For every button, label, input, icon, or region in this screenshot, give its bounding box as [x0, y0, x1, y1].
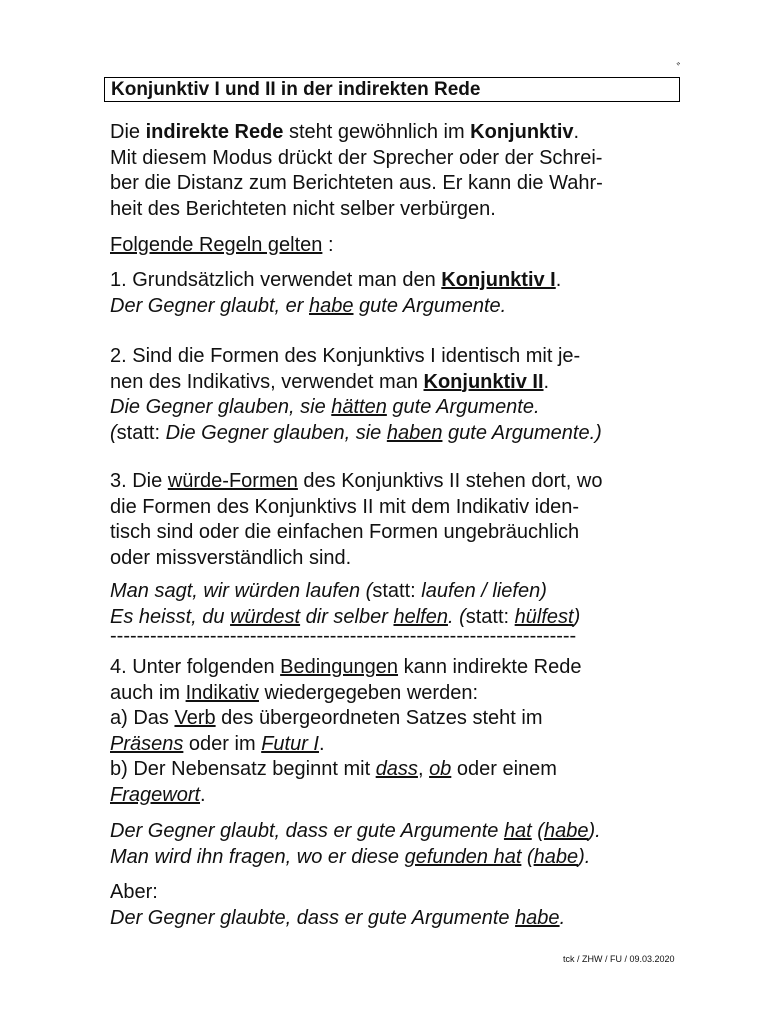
text: . ( — [447, 605, 466, 628]
text: laufen / liefen) — [421, 580, 547, 602]
example-verb: gefunden hat — [404, 845, 522, 868]
text: ( — [521, 845, 534, 868]
text: 1. Grundsätzlich verwendet man den — [110, 269, 442, 291]
term-konjunktiv-2: Konjunktiv II — [423, 370, 544, 393]
separator-line: ---------------------------------------------------------------------- — [110, 626, 577, 646]
text: wiedergegeben werden: — [258, 681, 479, 704]
example-verb: habe — [309, 294, 354, 317]
text: gute Argumente.) — [442, 421, 602, 444]
intro-line-1 — [110, 120, 700, 146]
rule-3-examples — [110, 579, 700, 630]
term-wuerde-formen: würde-Formen — [167, 470, 298, 492]
example-verb: hat — [503, 820, 532, 842]
aber-section — [110, 880, 700, 931]
intro-line-3: ber die Distanz zum Berichteten aus. Er kann die Wahr- — [110, 172, 603, 194]
text: oder im — [183, 732, 262, 755]
example-verb: hülfest — [514, 605, 574, 628]
text: statt: — [116, 421, 166, 444]
rule-3-line-4: oder missverständlich sind. — [110, 546, 352, 569]
rules-heading-suffix: : — [322, 234, 334, 256]
rules-heading — [110, 233, 700, 259]
intro-paragraph — [110, 120, 700, 222]
text: Die Gegner glauben, sie — [165, 421, 387, 444]
rule-4-example-1 — [110, 819, 700, 845]
rule-2-line-1: 2. Sind die Formen des Konjunktivs I identisch mit je- — [110, 345, 581, 367]
text: . — [573, 121, 580, 143]
term-bedingungen: Bedingungen — [280, 656, 399, 678]
footer-credit: tck / ZHW / FU / 09.03.2020 — [563, 954, 675, 964]
term-indikativ: Indikativ — [185, 681, 259, 704]
rules-heading-label: Folgende Regeln gelten — [110, 234, 323, 256]
tick-mark: ﾞ — [676, 61, 683, 77]
rule-4-line-4 — [110, 732, 700, 758]
rule-3-line-2: die Formen des Konjunktivs II mit dem Indikativ iden- — [110, 495, 580, 518]
text: Der Gegner glaubte, dass er gute Argumente — [110, 906, 516, 929]
text: statt: — [465, 605, 515, 628]
text: kann indirekte Rede — [398, 656, 582, 678]
rule-4-line-2 — [110, 681, 700, 707]
intro-line-2: Mit diesem Modus drückt der Sprecher oder der Schrei- — [110, 146, 603, 169]
rule-4-line-5 — [110, 757, 700, 783]
rule-4-line-3 — [110, 706, 700, 732]
aber-example — [110, 906, 700, 932]
rule-1-text — [110, 268, 700, 294]
rule-3-line-3: tisch sind oder die einfachen Formen ungebräuchlich — [110, 521, 580, 543]
term-futur-1: Futur I — [261, 732, 319, 755]
rule-3 — [110, 469, 700, 571]
text: des übergeordneten Satzes steht im — [215, 707, 543, 729]
text: dir selber — [300, 605, 394, 628]
term-verb: Verb — [174, 707, 216, 729]
text: gute Argumente. — [353, 294, 507, 317]
text: ( — [531, 820, 544, 842]
example-verb: hätten — [331, 396, 387, 418]
text: 3. Die — [110, 470, 168, 492]
text: statt: — [372, 580, 422, 602]
rule-4-line-6 — [110, 783, 700, 809]
document-title: Konjunktiv I und II in der indirekten Rede — [104, 77, 680, 102]
rule-2-example-1 — [110, 395, 700, 421]
rule-4-line-1 — [110, 655, 700, 681]
text: ( — [110, 421, 117, 444]
term-dass: dass — [375, 758, 418, 780]
rule-4 — [110, 655, 700, 808]
rule-4-example-2 — [110, 845, 700, 871]
text: a) Das — [110, 707, 175, 729]
text: , — [417, 758, 430, 780]
text: Man sagt, wir würden laufen ( — [110, 580, 373, 602]
example-verb: helfen — [393, 605, 448, 628]
text: des Konjunktivs II stehen dort, wo — [297, 470, 603, 492]
text: Die Gegner glauben, sie — [110, 396, 332, 418]
rule-1-example — [110, 294, 700, 320]
term-praesens: Präsens — [110, 732, 184, 755]
text: steht gewöhnlich im — [283, 121, 471, 143]
term-fragewort: Fragewort — [110, 783, 201, 806]
rule-2-example-2 — [110, 421, 700, 447]
term-konjunktiv: Konjunktiv — [470, 121, 574, 143]
term-konjunktiv-1: Konjunktiv I — [441, 269, 556, 291]
text: ). — [578, 845, 591, 868]
rule-4-examples — [110, 819, 700, 870]
text: . — [555, 269, 562, 291]
rule-3-line-1 — [110, 469, 700, 495]
text: Man wird ihn fragen, wo er diese — [110, 845, 405, 868]
example-verb: habe — [533, 845, 579, 868]
text: 4. Unter folgenden — [110, 656, 281, 678]
rule-3-example-1 — [110, 579, 700, 605]
text: . — [543, 370, 550, 393]
example-verb: haben — [386, 421, 443, 444]
term-indirekte-rede: indirekte Rede — [145, 121, 284, 143]
rule-2-line-2 — [110, 370, 700, 396]
example-verb: habe — [515, 906, 560, 929]
text: oder einem — [451, 758, 557, 780]
rule-1 — [110, 268, 700, 319]
example-verb: habe — [543, 820, 589, 842]
intro-line-4: heit des Berichteten nicht selber verbürgen. — [110, 197, 496, 220]
text: auch im — [110, 681, 186, 704]
text: ). — [588, 820, 601, 842]
text: gute Argumente. — [386, 396, 540, 418]
text: Der Gegner glaubt, dass er gute Argumente — [110, 820, 504, 842]
term-ob: ob — [429, 758, 452, 780]
text: . — [559, 906, 566, 929]
text: nen des Indikativs, verwendet man — [110, 370, 424, 393]
text: Die — [110, 121, 146, 143]
text: Der Gegner glaubt, er — [110, 294, 309, 317]
text: . — [200, 783, 206, 806]
text: b) Der Nebensatz beginnt mit — [110, 758, 376, 780]
example-verb: würdest — [230, 605, 301, 628]
aber-label: Aber: — [110, 881, 158, 903]
text: Es heisst, du — [110, 605, 231, 628]
rule-2 — [110, 344, 700, 446]
text: ) — [573, 605, 581, 628]
text: . — [318, 732, 325, 755]
